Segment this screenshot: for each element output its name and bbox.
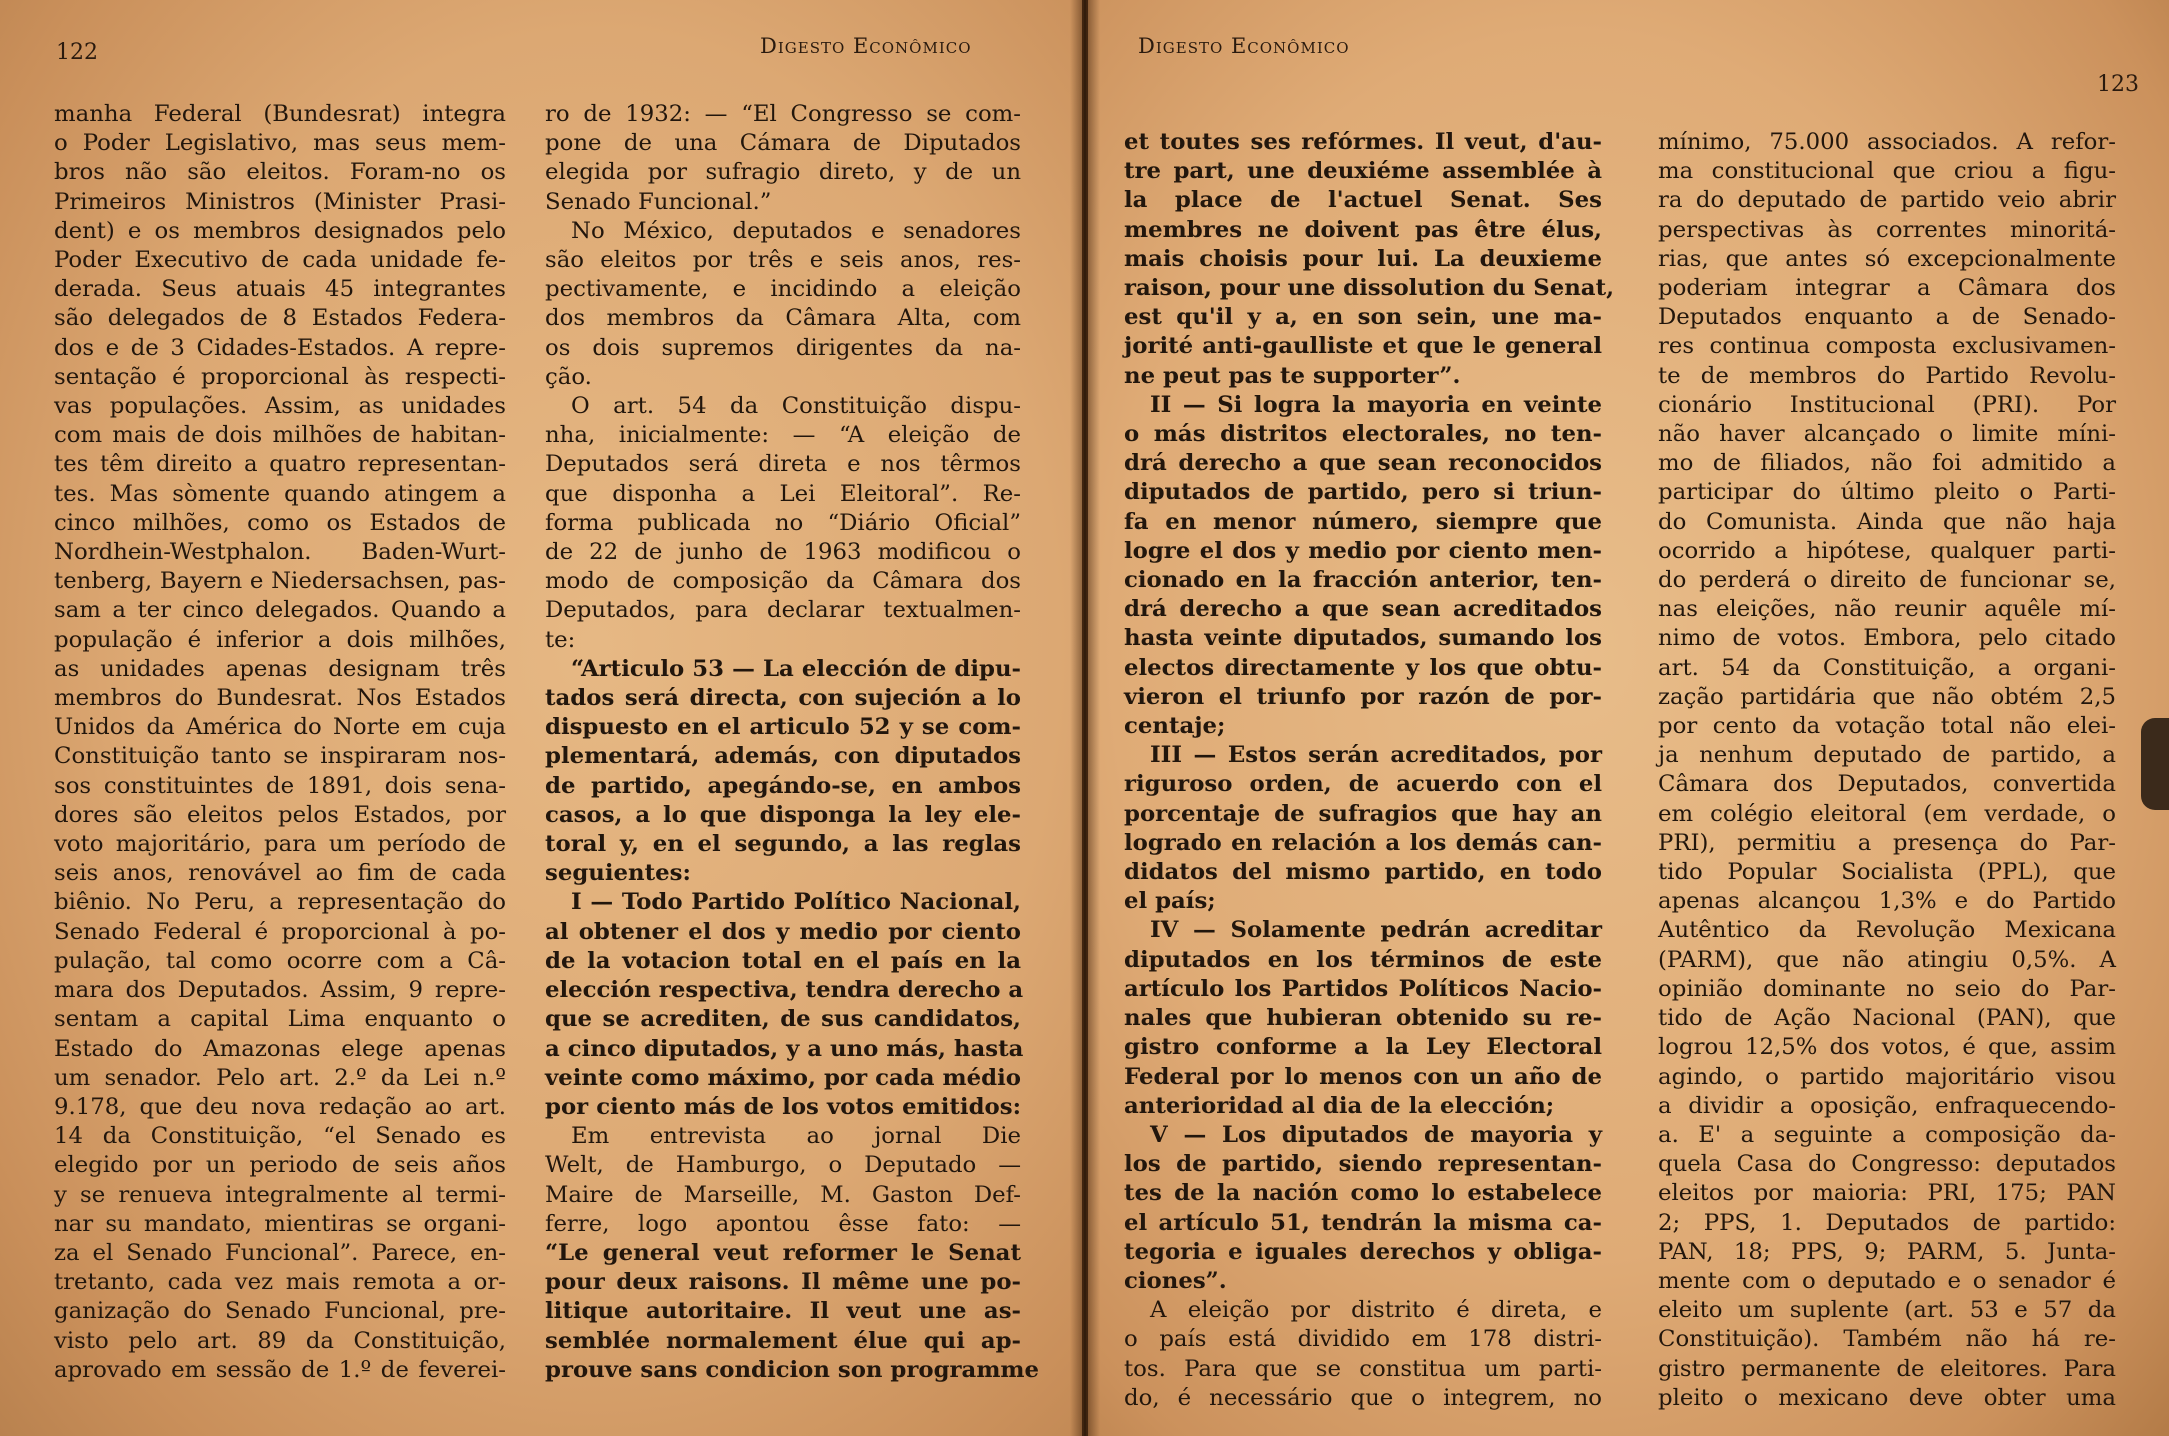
text-column-left-2 — [545, 100, 1040, 1385]
text-line: ção. — [545, 363, 592, 390]
text-line: res continua composta exclusivamen- — [1658, 333, 2116, 360]
text-line: dent) e os membros designados pelo — [54, 217, 506, 244]
text-line: Senado Funcional.” — [545, 188, 772, 215]
text-line: dos membros da Câmara Alta, com — [545, 305, 1021, 332]
text-line: cionado en la fracción anterior, ten- — [1124, 567, 1602, 594]
text-line: prouve sans condicion son programme — [545, 1356, 1040, 1383]
text-line: sentação é proporcional às respecti- — [54, 363, 506, 390]
text-line: nha, inicialmente: — “A eleição de — [545, 422, 1021, 449]
text-line: No México, deputados e senadores — [571, 217, 1021, 244]
text-line: membros do Bundesrat. Nos Estados — [54, 685, 506, 712]
text-line: biênio. No Peru, a representação do — [54, 889, 506, 916]
text-line: et toutes ses refórmes. Il veut, d'au- — [1124, 129, 1602, 155]
text-line: agindo, o partido majoritário visou — [1658, 1063, 2116, 1090]
text-line: ne peut pas te supporter”. — [1124, 362, 1461, 389]
text-line: população é inferior a dois milhões, — [54, 626, 506, 653]
text-line: tos. Para que se constitua um parti- — [1124, 1355, 1602, 1382]
text-line: pour deux raisons. Il même une po- — [545, 1269, 1021, 1296]
text-line: Unidos da América do Norte em cuja — [54, 714, 506, 741]
page-number: 123 — [2097, 72, 2139, 97]
text-line: litique autoritaire. Il veut une as- — [545, 1298, 1021, 1325]
text-line: art. 54 da Constituição, a organi- — [1658, 654, 2116, 681]
text-line: ro de 1932: — “El Congresso se com- — [545, 101, 1021, 127]
text-line: ferre, logo apontou êsse fato: — — [545, 1210, 1021, 1237]
text-line: toral y, en el segundo, a las reglas — [545, 831, 1021, 858]
text-line: por cento da votação total não elei- — [1658, 713, 2116, 740]
text-line: nimo de votos. Embora, pelo citado — [1658, 625, 2116, 652]
text-line: tes de la nación como lo estabelece — [1124, 1180, 1602, 1207]
text-line: el artículo 51, tendrán la misma ca- — [1124, 1209, 1602, 1236]
text-column-right-2 — [1658, 128, 2116, 1413]
text-line: gistro permanente de eleitores. Para — [1658, 1355, 2116, 1382]
right-page — [1088, 0, 2169, 1436]
text-line: perspectivas às correntes minoritá- — [1658, 216, 2116, 243]
text-line: o más distritos electorales, no ten- — [1124, 421, 1602, 448]
text-line: pectivamente, e incidindo a eleição — [545, 276, 1021, 303]
text-column-left-1 — [54, 100, 506, 1385]
text-line: tes. Mas sòmente quando atingem a — [54, 480, 506, 507]
text-line: seguientes: — [545, 860, 691, 887]
text-line: cionário Institucional (PRI). Por — [1658, 391, 2116, 418]
text-line: Primeiros Ministros (Minister Prasi- — [54, 188, 506, 215]
text-line: III — Estos serán acreditados, por — [1150, 742, 1602, 769]
text-line: PAN, 18; PPS, 9; PARM, 5. Junta- — [1658, 1238, 2116, 1265]
text-line: gistro conforme a la Ley Electoral — [1124, 1034, 1602, 1061]
text-line: logrado en relación a los demás can- — [1124, 829, 1602, 856]
text-line: dores são eleitos pelos Estados, por — [54, 801, 506, 828]
text-line: semblée normalement élue qui ap- — [545, 1327, 1021, 1354]
text-line: hasta veinte diputados, sumando los — [1124, 625, 1602, 652]
text-line: porcentaje de sufragios que hay an — [1124, 800, 1602, 827]
text-line: 2; PPS, 1. Deputados de partido: — [1658, 1209, 2116, 1236]
book-tab-marker — [2141, 718, 2169, 810]
text-line: elección respectiva, tendra derecho a — [545, 977, 1024, 1004]
text-line: eleitos por maioria: PRI, 175; PAN — [1658, 1180, 2116, 1207]
text-line: mo de filiados, não foi admitido a — [1658, 450, 2116, 477]
text-line: Senado Federal é proporcional à po- — [54, 918, 506, 945]
text-line: za el Senado Funcional”. Parece, en- — [54, 1239, 506, 1266]
text-line: mara dos Deputados. Assim, 9 repre- — [54, 977, 506, 1004]
text-line: ra do deputado de partido veio abrir — [1658, 187, 2116, 214]
text-line: dos e de 3 Cidades-Estados. A repre- — [54, 334, 506, 361]
text-line: te de membros do Partido Revolu- — [1658, 362, 2116, 389]
text-line: sam a ter cinco delegados. Quando a — [54, 597, 506, 624]
text-line: “Le general veut reformer le Senat — [545, 1239, 1021, 1266]
text-line: Deputados será direta e nos têrmos — [545, 451, 1021, 478]
text-line: os dois supremos dirigentes da na- — [545, 334, 1021, 361]
text-line: sos constituintes de 1891, dois sena- — [54, 772, 506, 799]
page-number: 122 — [56, 40, 98, 65]
text-line: derada. Seus atuais 45 integrantes — [54, 276, 506, 303]
text-line: aprovado em sessão de 1.º de feverei- — [54, 1356, 506, 1383]
text-line: vas populações. Assim, as unidades — [54, 393, 506, 420]
text-line: drá derecho a que sean reconocidos — [1124, 450, 1602, 477]
text-line: elegido por un periodo de seis años — [54, 1152, 506, 1179]
text-line: jorité anti-gaulliste et que le general — [1124, 333, 1602, 360]
text-line: a dividir a oposição, enfraquecendo- — [1658, 1092, 2116, 1119]
text-line: ganização do Senado Funcional, pre- — [54, 1298, 506, 1325]
text-line: tretanto, cada vez mais remota a or- — [54, 1269, 506, 1296]
text-line: quela Casa do Congresso: deputados — [1658, 1151, 2116, 1178]
text-line: Deputados, para declarar textualmen- — [545, 597, 1021, 624]
text-line: voto majoritário, para um período de — [54, 831, 506, 858]
text-line: ciones”. — [1124, 1267, 1227, 1294]
text-line: tido Popular Socialista (PPL), que — [1658, 859, 2116, 886]
text-line: as unidades apenas designam três — [54, 655, 506, 682]
running-head: Digesto Econômico — [760, 34, 972, 58]
text-line: do, é necessário que o integrem, no — [1124, 1384, 1602, 1411]
text-line: plementará, además, con diputados — [545, 743, 1021, 770]
text-line: do perderá o direito de funcionar se, — [1658, 567, 2116, 594]
text-line: raison, pour une dissolution du Senat, — [1124, 275, 1615, 302]
text-line: de 22 de junho de 1963 modificou o — [545, 539, 1021, 566]
text-line: Maire de Marseille, M. Gaston Def- — [545, 1181, 1021, 1208]
text-column-right-1 — [1124, 128, 1615, 1413]
text-line: diputados de partido, pero si triun- — [1124, 479, 1602, 506]
text-line: O art. 54 da Constituição dispu- — [571, 393, 1021, 420]
text-line: Federal por lo menos con un año de — [1124, 1063, 1602, 1090]
text-line: cinco milhões, como os Estados de — [54, 509, 506, 536]
text-line: los de partido, siendo representan- — [1124, 1151, 1602, 1178]
text-line: o Poder Legislativo, mas seus mem- — [54, 130, 506, 157]
text-line: el país; — [1124, 888, 1216, 915]
text-line: est qu'il y a, en son sein, une ma- — [1124, 304, 1602, 331]
text-line: Nordhein-Westphalon. Baden-Wurt- — [54, 539, 506, 566]
text-line: dispuesto en el articulo 52 y se com- — [545, 714, 1021, 741]
text-line: opinião dominante no seio do Par- — [1658, 975, 2116, 1002]
text-line: não haver alcançado o limite míni- — [1658, 421, 2116, 448]
text-line: IV — Solamente pedrán acreditar — [1150, 917, 1602, 944]
text-line: tre part, une deuxiéme assemblée à — [1124, 158, 1602, 185]
text-line: tes têm direito a quatro representan- — [54, 451, 506, 478]
text-line: ja nenhum deputado de partido, a — [1658, 742, 2116, 769]
text-line: elegida por sufragio direto, y de un — [545, 159, 1021, 186]
text-line: diputados en los términos de este — [1124, 946, 1602, 973]
text-line: participar do último pleito o Parti- — [1658, 479, 2116, 506]
text-line: o país está dividido em 178 distri- — [1124, 1326, 1602, 1353]
text-line: Constituição). Também não há re- — [1658, 1326, 2116, 1353]
text-line: ma constitucional que criou a figu- — [1658, 158, 2116, 185]
text-line: al obtener el dos y medio por ciento — [545, 918, 1021, 945]
text-line: y se renueva integralmente al termi- — [54, 1181, 506, 1208]
text-line: didatos del mismo partido, en todo — [1124, 859, 1602, 886]
text-line: Em entrevista ao jornal Die — [571, 1123, 1021, 1150]
text-line: II — Si logra la mayoria en veinte — [1150, 391, 1602, 418]
text-line: artículo los Partidos Políticos Nacio- — [1124, 975, 1602, 1002]
text-line: um senador. Pelo art. 2.º da Lei n.º — [54, 1064, 506, 1091]
text-line: la place de l'actuel Senat. Ses — [1124, 187, 1602, 214]
text-line: 9.178, que deu nova redação ao art. — [54, 1093, 506, 1120]
text-line: apenas alcançou 1,3% e do Partido — [1658, 888, 2116, 915]
text-line: centaje; — [1124, 713, 1226, 740]
text-line: pone de una Cámara de Diputados — [545, 130, 1021, 157]
text-line: por ciento más de los votos emitidos: — [545, 1093, 1021, 1120]
text-line: PRI), permitiu a presença do Par- — [1658, 829, 2116, 856]
text-line: tados será directa, con sujeción a lo — [545, 685, 1021, 712]
text-line: I — Todo Partido Político Nacional, — [571, 889, 1021, 916]
text-line: mais choisis pour lui. La deuxieme — [1124, 245, 1602, 272]
text-line: são delegados de 8 Estados Federa- — [54, 305, 506, 332]
book-gutter — [1070, 0, 1100, 1436]
text-line: casos, a lo que disponga la ley ele- — [545, 801, 1021, 828]
text-line: visto pelo art. 89 da Constituição, — [54, 1327, 506, 1354]
text-line: fa en menor número, siempre que — [1124, 508, 1602, 535]
text-line: Constituição tanto se inspiraram nos- — [54, 743, 506, 770]
text-line: de partido, apegándo-se, en ambos — [545, 772, 1021, 799]
text-line: de la votacion total en el país en la — [545, 947, 1021, 974]
text-line: vieron el triunfo por razón de por- — [1124, 683, 1602, 710]
text-line: em colégio eleitoral (em verdade, o — [1658, 800, 2116, 827]
text-line: modo de composição da Câmara dos — [545, 568, 1021, 595]
text-line: mínimo, 75.000 associados. A refor- — [1658, 129, 2116, 155]
text-line: bros não são eleitos. Foram-no os — [54, 159, 506, 186]
text-line: te: — [545, 626, 576, 653]
text-line: manha Federal (Bundesrat) integra — [54, 101, 506, 127]
text-line: que disponha a Lei Eleitoral”. Re- — [545, 480, 1021, 507]
text-line: poderiam integrar a Câmara dos — [1658, 275, 2116, 302]
text-line: pleito o mexicano deve obter uma — [1658, 1384, 2116, 1411]
text-line: logre el dos y medio por ciento men- — [1124, 537, 1602, 564]
text-line: Autêntico da Revolução Mexicana — [1658, 917, 2116, 944]
text-line: tido de Ação Nacional (PAN), que — [1658, 1005, 2116, 1032]
text-line: (PARM), que não atingiu 0,5%. A — [1658, 946, 2116, 973]
text-line: a. E' a seguinte a composição da- — [1658, 1121, 2116, 1148]
text-line: forma publicada no “Diário Oficial” — [545, 509, 1021, 536]
text-line: eleito um suplente (art. 53 e 57 da — [1658, 1297, 2116, 1324]
text-line: drá derecho a que sean acreditados — [1124, 596, 1602, 623]
text-line: do Comunista. Ainda que não haja — [1658, 508, 2116, 535]
text-line: tenberg, Bayern e Niedersachsen, pas- — [54, 568, 506, 595]
text-line: electos directamente y los que obtu- — [1124, 654, 1602, 681]
text-line: Estado do Amazonas elege apenas — [54, 1035, 506, 1062]
text-line: a cinco diputados, y a uno más, hasta — [545, 1035, 1024, 1062]
text-line: zação partidária que não obtém 2,5 — [1658, 683, 2116, 710]
left-page — [0, 0, 1082, 1436]
text-line: Poder Executivo de cada unidade fe- — [54, 247, 506, 274]
text-line: nales que hubieran obtenido su re- — [1124, 1005, 1602, 1032]
text-line: A eleição por distrito é direta, e — [1150, 1297, 1602, 1324]
running-head: Digesto Econômico — [1138, 34, 1350, 58]
text-line: com mais de dois milhões de habitan- — [54, 422, 506, 449]
text-line: membres ne doivent pas être élus, — [1124, 216, 1602, 243]
text-line: que se acrediten, de sus candidatos, — [545, 1006, 1021, 1033]
text-line: Câmara dos Deputados, convertida — [1658, 771, 2116, 798]
text-line: ocorrido a hipótese, qualquer parti- — [1658, 537, 2116, 564]
text-line: rias, que antes só excepcionalmente — [1658, 245, 2116, 272]
text-line: “Articulo 53 — La elección de dipu- — [571, 655, 1021, 682]
text-line: sentam a capital Lima enquanto o — [54, 1006, 506, 1033]
text-line: riguroso orden, de acuerdo con el — [1124, 771, 1602, 798]
text-line: tegoria e iguales derechos y obliga- — [1124, 1238, 1602, 1265]
text-line: Deputados enquanto a de Senado- — [1658, 304, 2116, 331]
text-line: são eleitos por três e seis anos, res- — [545, 247, 1021, 274]
text-line: V — Los diputados de mayoria y — [1150, 1121, 1602, 1148]
text-line: seis anos, renovável ao fim de cada — [54, 860, 506, 887]
text-line: pulação, tal como ocorre com a Câ- — [54, 947, 506, 974]
text-line: veinte como máximo, por cada médio — [545, 1064, 1021, 1091]
text-line: Welt, de Hamburgo, o Deputado — — [545, 1152, 1021, 1179]
text-line: nar su mandato, mientiras se organi- — [54, 1210, 506, 1237]
text-line: logrou 12,5% dos votos, é que, assim — [1658, 1034, 2116, 1061]
text-line: mente com o deputado e o senador é — [1658, 1267, 2116, 1294]
text-line: 14 da Constituição, “el Senado es — [54, 1123, 506, 1150]
text-line: nas eleições, não reunir aquêle mí- — [1658, 596, 2116, 623]
text-line: anterioridad al dia de la elección; — [1124, 1092, 1555, 1119]
